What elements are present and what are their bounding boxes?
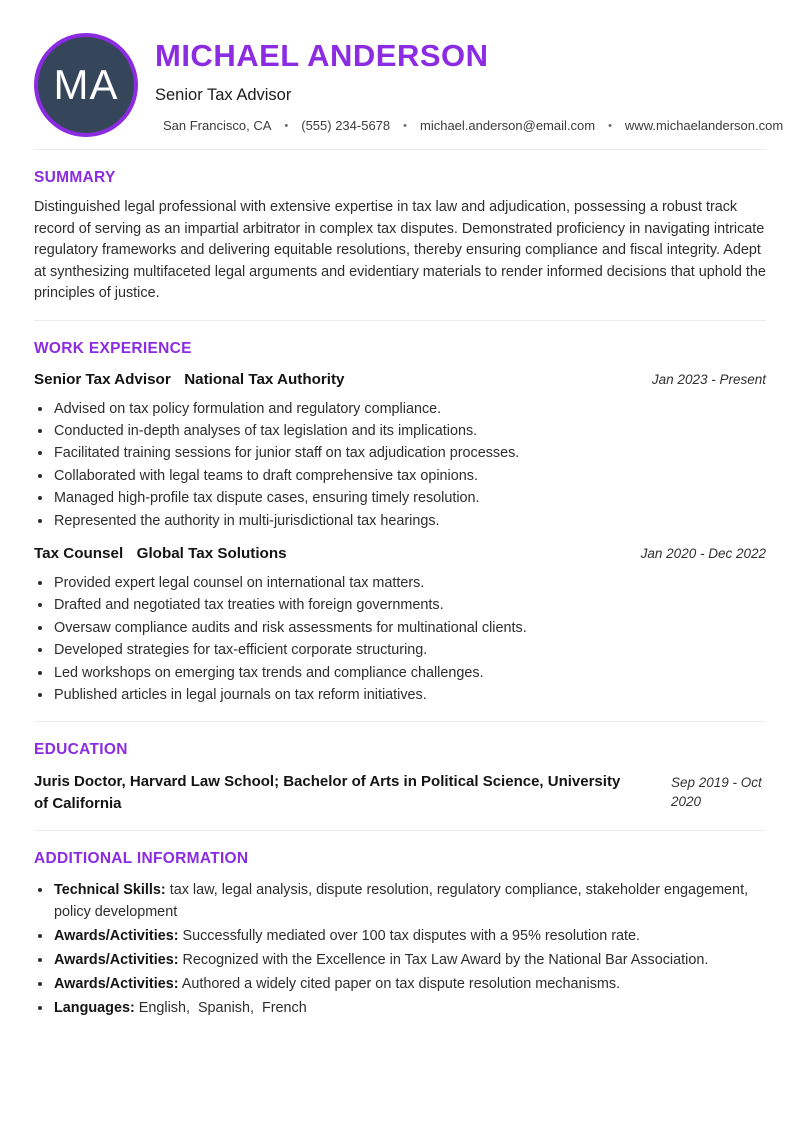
header-text (155, 33, 784, 137)
job-company: Global Tax Solutions (136, 544, 287, 562)
bullet-item: • Represented the authority in multi-jurisdictional tax hearings. (53, 510, 766, 532)
contact-email: michael.anderson@email.com (420, 118, 596, 134)
resume-header (34, 33, 784, 150)
job-entry (34, 371, 766, 532)
person-job-title: Senior Tax Advisor (155, 86, 292, 105)
additional-item-text: Authored a widely cited paper on tax dispute resolution mechanisms. (181, 976, 621, 993)
contact-location: San Francisco, CA (163, 118, 272, 134)
education-dates: Sep 2019 - Oct 2020 (671, 775, 762, 810)
education-entry (34, 771, 766, 815)
additional-information-heading: ADDITIONAL INFORMATION (34, 850, 249, 868)
bullet-separator-icon: • (403, 119, 407, 132)
job-title-line (34, 371, 345, 389)
additional-information-section (34, 831, 766, 1036)
job-header (34, 371, 766, 389)
bullet-separator-icon: • (284, 119, 289, 132)
bullet-item: • Managed high-profile tax dispute cases, ensuring timely resolution. (53, 487, 766, 509)
job-bullet-list (34, 572, 766, 706)
bullet-item: • Oversaw compliance audits and risk assessments for multinational clients. (53, 617, 766, 639)
summary-heading: SUMMARY (34, 169, 116, 186)
education-section (34, 722, 766, 831)
additional-item (53, 949, 766, 971)
job-bullet-list (34, 398, 766, 532)
work-experience-heading: WORK EXPERIENCE (34, 339, 192, 357)
additional-item (53, 973, 766, 995)
bullet-item: • Developed strategies for tax-efficient corporate structuring. (53, 639, 766, 661)
summary-section (34, 150, 766, 321)
education-heading: EDUCATION (34, 741, 128, 759)
job-dates: Jan 2020 - Dec 2022 (640, 545, 766, 561)
avatar (34, 33, 138, 137)
bullet-item: • Published articles in legal journals on tax reform initiatives. (53, 684, 766, 706)
bullet-item: • Led workshops on emerging tax trends and compliance challenges. (53, 662, 766, 684)
additional-item (53, 925, 766, 947)
bullet-item: • Collaborated with legal teams to draft comprehensive tax opinions. (53, 465, 766, 487)
additional-item-text: tax law, legal analysis, dispute resolution, regulatory compliance, stakeholder engagement, policy development (54, 882, 753, 921)
job-title: Senior Tax Advisor (34, 370, 171, 388)
education-degree: Juris Doctor, Harvard Law School; Bachelor of Arts in Political Science, University of California (34, 773, 621, 813)
bullet-item: • Advised on tax policy formulation and regulatory compliance. (53, 398, 766, 420)
additional-item-label: Awards/Activities: (54, 952, 179, 969)
job-title-line (34, 545, 287, 563)
bullet-item: • Drafted and negotiated tax treaties with foreign governments. (53, 594, 766, 616)
bullet-item: • Facilitated training sessions for junior staff on tax adjudication processes. (53, 442, 766, 464)
bullet-item: • Conducted in-depth analyses of tax legislation and its implications. (53, 420, 766, 442)
bullet-item: • Provided expert legal counsel on international tax matters. (53, 572, 766, 594)
contact-phone: (555) 234-5678 (301, 118, 391, 134)
additional-item (53, 879, 766, 923)
additional-item-label: Awards/Activities: (54, 976, 179, 993)
bullet-separator-icon: • (608, 119, 612, 132)
additional-item-label: Awards/Activities: (54, 928, 179, 945)
additional-item-text: Recognized with the Excellence in Tax Law Award by the National Bar Association. (182, 952, 709, 969)
avatar-initials: MA (53, 61, 119, 108)
work-experience-section (34, 321, 766, 723)
additional-item (53, 997, 766, 1019)
job-dates: Jan 2023 - Present (651, 371, 766, 387)
summary-text: Distinguished legal professional with extensive expertise in tax law and adjudication, possessing a robust track record of serving as an impartial arbitrator in complex tax disputes. Demonstrated proficiency in navigating intricate regulatory frameworks and delivering equitable resolutions, thereby ensuring compliance and fiscal integrity. Adept at synthesizing multifaceted legal arguments and evidentiary materials to render informed decisions that uphold the principles of justice. (34, 199, 766, 301)
additional-item-label: Languages: (54, 1000, 135, 1017)
contact-row (163, 118, 784, 134)
person-name: MICHAEL ANDERSON (155, 38, 489, 73)
job-header (34, 545, 766, 563)
additional-item-text: English, Spanish, French (138, 1000, 307, 1017)
job-title: Tax Counsel (34, 544, 124, 562)
additional-item-text: Successfully mediated over 100 tax disputes with a 95% resolution rate. (182, 928, 641, 945)
job-entry (34, 545, 766, 706)
additional-list (34, 879, 766, 1019)
job-company: National Tax Authority (184, 370, 345, 388)
contact-website: www.michaelanderson.com (624, 118, 784, 134)
additional-item-label: Technical Skills: (54, 882, 166, 899)
